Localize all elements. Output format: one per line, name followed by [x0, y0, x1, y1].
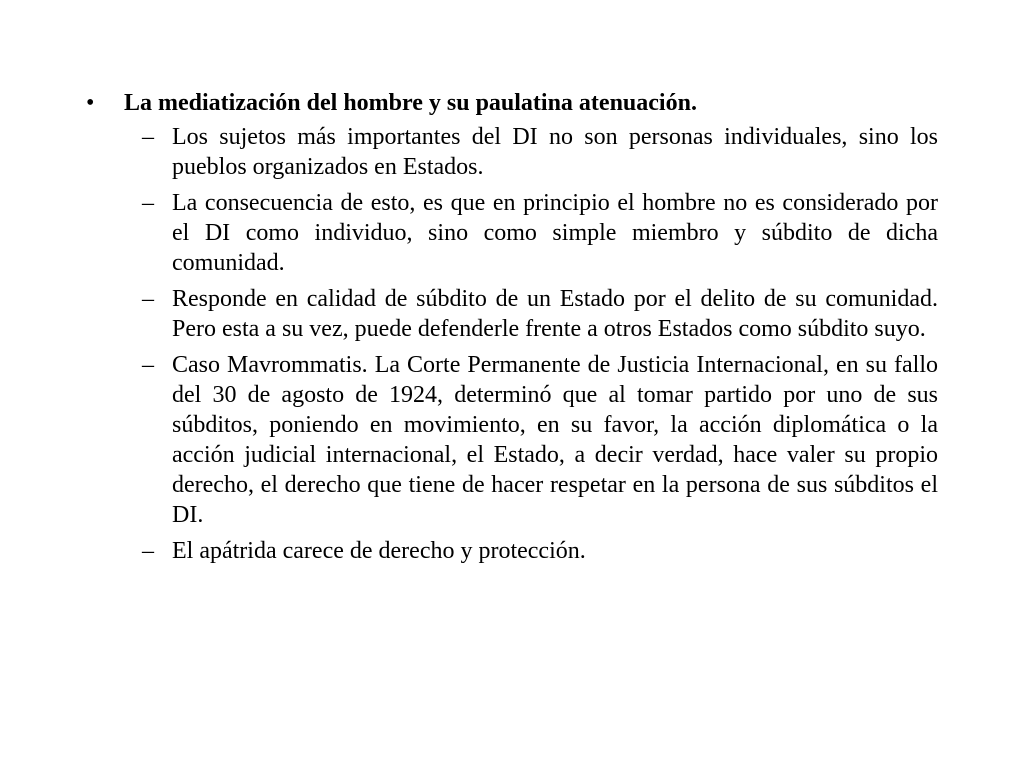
sub-bullet-item [86, 284, 938, 344]
sub-bullet-item [86, 350, 938, 530]
heading-text: La mediatización del hombre y su paulatina atenuación. [124, 90, 697, 116]
sub-bullet-item [86, 188, 938, 278]
sub-bullet-text: Responde en calidad de súbdito de un Estado por el delito de su comunidad. Pero esta a su vez, puede defenderle frente a otros Estados como súbdito suyo. [172, 286, 938, 342]
bullet-marker: • [86, 90, 95, 116]
sub-bullet-text: Caso Mavrommatis. La Corte Permanente de Justicia Internacional, en su fallo del 30 de agosto de 1924, determinó que al tomar partido por uno de sus súbditos, poniendo en movimiento, en su favor, la acción diplomática o la acción judicial internacional, el Estado, a decir verdad, hace valer su propio derecho, el derecho que tiene de hacer respetar en la persona de sus súbditos el DI. [172, 352, 938, 528]
slide-content [86, 88, 938, 572]
sub-bullet-text: Los sujetos más importantes del DI no son personas individuales, sino los pueblos organizados en Estados. [172, 124, 938, 180]
sub-bullet-text: La consecuencia de esto, es que en principio el hombre no es considerado por el DI como individuo, sino como simple miembro y súbdito de dicha comunidad. [172, 190, 938, 276]
sub-bullet-text: El apátrida carece de derecho y protección. [172, 538, 586, 564]
dash-marker: – [142, 286, 154, 312]
dash-marker: – [142, 352, 154, 378]
dash-marker: – [142, 190, 154, 216]
dash-marker: – [142, 538, 154, 564]
sub-bullet-list [86, 122, 938, 566]
heading-bullet-item [86, 88, 938, 118]
dash-marker: – [142, 124, 154, 150]
sub-bullet-item [86, 122, 938, 182]
sub-bullet-item [86, 536, 938, 566]
